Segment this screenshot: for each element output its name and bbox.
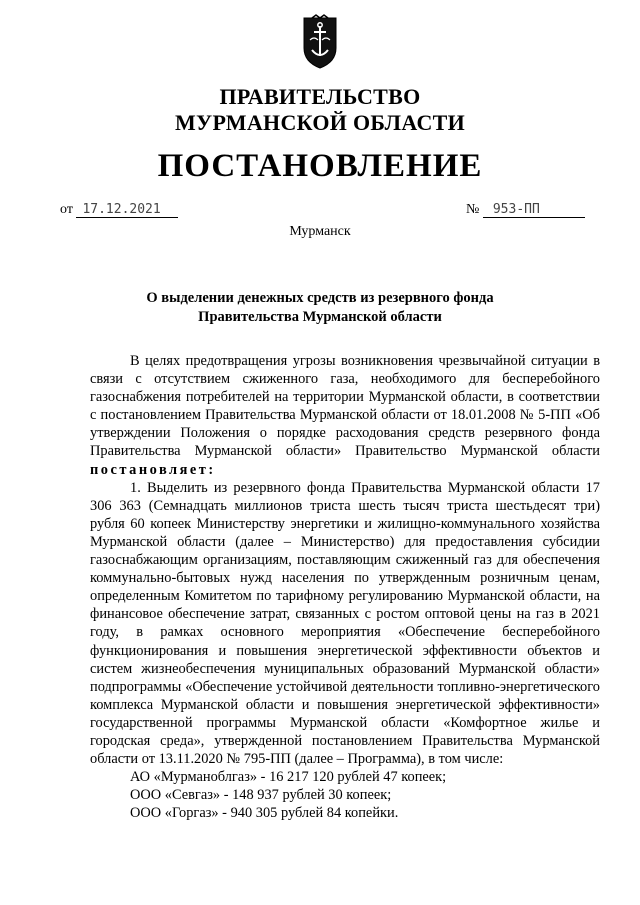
list-item: ООО «Севгаз» - 148 937 рублей 30 копеек; <box>130 787 392 804</box>
document-type-heading: ПОСТАНОВЛЕНИЕ <box>157 148 483 184</box>
organization-name-line2: МУРМАНСКОЙ ОБЛАСТИ <box>174 110 466 135</box>
preamble-paragraph <box>90 352 600 479</box>
document-number: 953-ПП <box>483 202 585 218</box>
list-item: АО «Мурманоблгаз» - 16 217 120 рублей 47 копеек; <box>130 769 447 786</box>
city-name: Мурманск <box>289 224 351 239</box>
decree-word: постановляет: <box>90 461 216 478</box>
document-body <box>90 352 600 822</box>
preamble-text: В целях предотвращения угрозы возникновения чрезвычайной ситуации в связи с отсутствием сжиженного газа, необходимого для бесперебойного газоснабжения потребителей на территории Мурманской области, в соответствии с постановлением Правительства Мурманской области от 18.01.2008 № 5-ПП «Об утверждении Положения о порядке расходования средств резервного фонда Правительства Мурманской области» Правительство Мурманской области <box>90 353 600 460</box>
recipients-list <box>90 768 600 822</box>
number-prefix: № <box>466 202 480 217</box>
document-title-line1: О выделении денежных средств из резервного фонда <box>146 290 494 306</box>
document-title-line2: Правительства Мурманской области <box>198 309 442 325</box>
date-line <box>60 202 178 218</box>
coat-of-arms-icon <box>296 14 344 70</box>
item-1-paragraph: 1. Выделить из резервного фонда Правительства Мурманской области 17 306 363 (Семнадцать миллионов триста шесть тысяч триста шестьдесят три) рубля 60 копеек Министерству энергетики и жилищно-коммунального хозяйства Мурманской области (далее – Министерство) для предоставления субсидии газоснабжающим организациям, поставляющим сжиженный газ для обеспечения коммунально-бытовых нужд населения по утвержденным розничным ценам, определенным Комитетом по тарифному регулированию Мурманской области, на финансовое обеспечение затрат, связанных с ростом оптовой цены на газ в 2021 году, в рамках основного мероприятия «Обеспечение бесперебойного функционирования и повышения энергетической эффективности объектов и систем жизнеобеспечения муниципальных образований Мурманской области» подпрограммы «Обеспечение устойчивой деятельности топливно-энергетического комплекса Мурманской области и повышения энергетической эффективности» государственной программы Мурманской области «Комфортное жилье и городская среда», утвержденной постановлением Правительства Мурманской области от 13.11.2020 № 795-ПП (далее – Программа), в том числе: <box>90 479 600 768</box>
number-line <box>466 202 585 218</box>
organization-name-line1: ПРАВИТЕЛЬСТВО <box>219 84 421 109</box>
document-date: 17.12.2021 <box>76 202 178 218</box>
date-prefix: от <box>60 202 73 217</box>
list-item: ООО «Горгаз» - 940 305 рублей 84 копейки. <box>130 805 399 822</box>
